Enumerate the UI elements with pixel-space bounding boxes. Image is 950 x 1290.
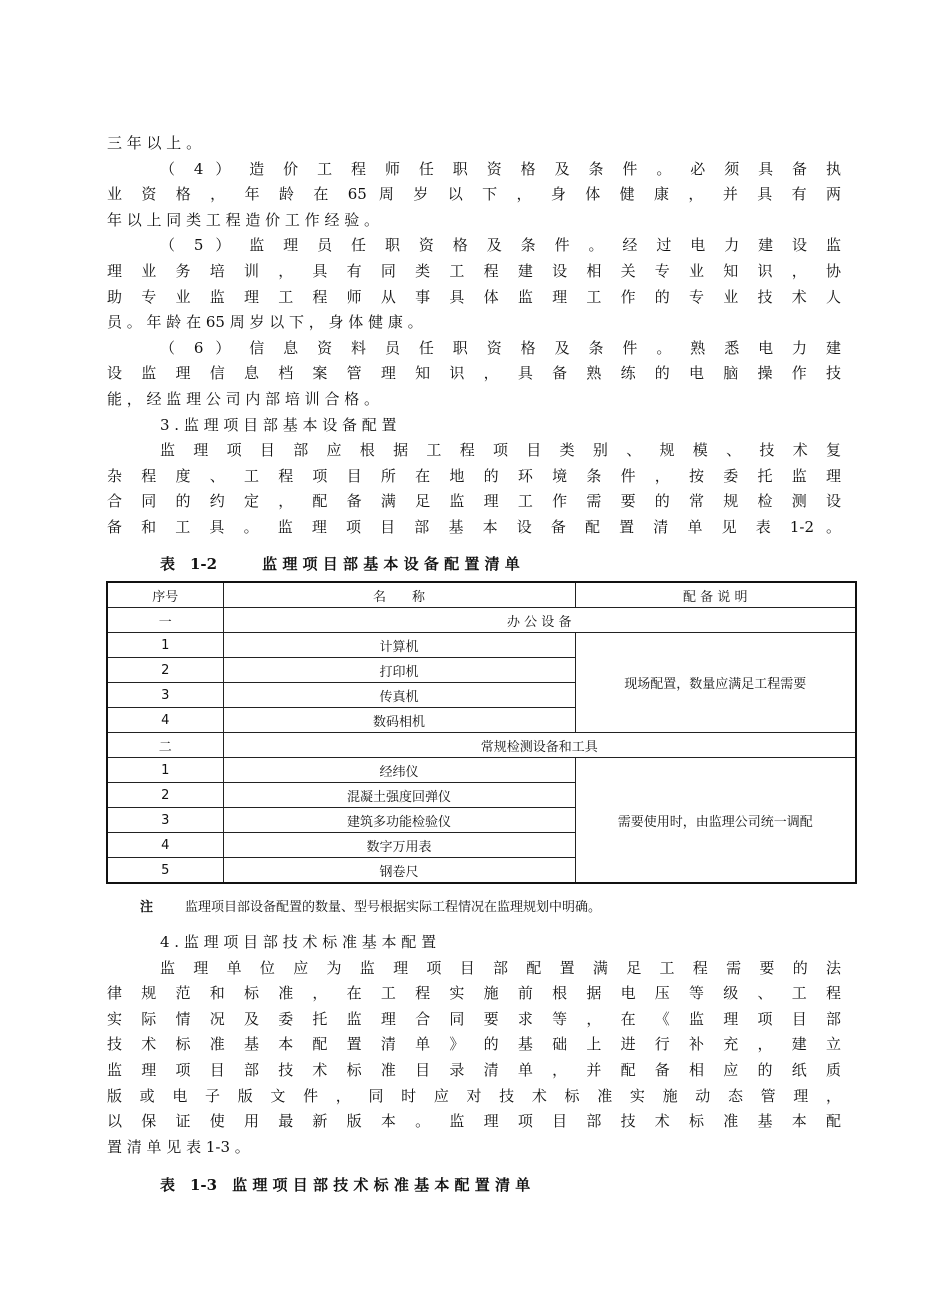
text-line: 4 . 监 理 项 目 部 技 术 标 准 基 本 配 置 xyxy=(160,933,437,951)
text-line: 员 。 年 龄 在 65 周 岁 以 下 ， 身 体 健 康 。 xyxy=(107,313,423,332)
text-line: 杂 程 度 、 工 程 项 目 所 在 地 的 环 境 条 件 ， 按 委 托 监 理 xyxy=(107,466,841,485)
row-name: 数码相机 xyxy=(223,708,575,733)
text-line: 设 监 理 信 息 档 案 管 理 知 识 ， 具 备 熟 练 的 电 脑 操 作 技 xyxy=(107,364,841,383)
group-note: 需要使用时，由监理公司统一调配 xyxy=(575,758,856,884)
text-line: 律 规 范 和 标 准 ， 在 工 程 实 施 前 根 据 电 压 等 级 、 工 程 xyxy=(107,984,841,1003)
footnote-label: 注 xyxy=(140,900,154,915)
row-num: 2 xyxy=(107,783,223,808)
text-line: 业 资 格 ， 年 龄 在 65 周 岁 以 下 ， 身 体 健 康 ， 并 具 有 两 xyxy=(107,185,841,204)
row-num: 1 xyxy=(107,758,223,783)
row-name: 钢卷尺 xyxy=(223,858,575,884)
footnote-text: 监理项目部设备配置的数量、型号根据实际工程情况在监理规划中明确。 xyxy=(185,900,602,915)
row-num: 4 xyxy=(107,708,223,733)
row-num: 5 xyxy=(107,858,223,884)
row-name: 数字万用表 xyxy=(223,833,575,858)
text-line: 备 和 工 具 。 监 理 项 目 部 基 本 设 备 配 置 清 单 见 表 1-2 。 xyxy=(107,518,841,536)
text-line: 3 . 监 理 项 目 部 基 本 设 备 配 置 xyxy=(160,415,397,434)
group-note: 现场配置，数量应满足工程需要 xyxy=(575,633,856,733)
table-1-3-caption: 表 1-3 监 理 项 目 部 技 术 标 准 基 本 配 置 清 单 xyxy=(160,1176,531,1194)
text-line: （ 4 ） 造 价 工 程 师 任 职 资 格 及 条 件 。 必 须 具 备 执 xyxy=(160,159,841,178)
row-name: 传真机 xyxy=(223,683,575,708)
text-line: 理 业 务 培 训 ， 具 有 同 类 工 程 建 设 相 关 专 业 知 识 ， 协 xyxy=(107,262,841,280)
table-footnote xyxy=(140,896,601,915)
header-note: 配 备 说 明 xyxy=(575,582,856,608)
row-name: 建筑多功能检验仪 xyxy=(223,808,575,833)
text-line: 能 ， 经 监 理 公 司 内 部 培 训 合 格 。 xyxy=(107,390,379,408)
header-name: 名 称 xyxy=(223,582,575,608)
row-num: 2 xyxy=(107,658,223,683)
row-num: 1 xyxy=(107,633,223,658)
header-seq: 序号 xyxy=(107,582,223,608)
text-line: 技 术 标 准 基 本 配 置 清 单 》 的 基 础 上 进 行 补 充 ， 建 立 xyxy=(107,1035,841,1054)
text-line: 三 年 以 上 。 xyxy=(107,134,202,152)
text-line: 监 理 项 目 部 应 根 据 工 程 项 目 类 别 、 规 模 、 技 术 复 xyxy=(160,441,841,460)
text-line: （ 6 ） 信 息 资 料 员 任 职 资 格 及 条 件 。 熟 悉 电 力 建 xyxy=(160,338,841,357)
text-line: 置 清 单 见 表 1-3 。 xyxy=(107,1137,250,1156)
text-line: 版 或 电 子 版 文 件 ， 同 时 应 对 技 术 标 准 实 施 动 态 管 理 ， xyxy=(107,1086,841,1105)
text-line: 以 保 证 使 用 最 新 版 本 。 监 理 项 目 部 技 术 标 准 基 本 配 xyxy=(107,1112,841,1131)
text-line: 实 际 情 况 及 委 托 监 理 合 同 要 求 等 ， 在 《 监 理 项 目 部 xyxy=(107,1009,841,1028)
text-line: 监 理 项 目 部 技 术 标 准 目 录 清 单 ， 并 配 备 相 应 的 纸 质 xyxy=(107,1061,841,1079)
table-header-row xyxy=(107,582,856,608)
row-name: 经纬仪 xyxy=(223,758,575,783)
text-line: 助 专 业 监 理 工 程 师 从 事 具 体 监 理 工 作 的 专 业 技 术 人 xyxy=(107,287,841,306)
row-name: 计算机 xyxy=(223,633,575,658)
row-num: 3 xyxy=(107,808,223,833)
table-row xyxy=(107,758,856,783)
section-title: 办 公 设 备 xyxy=(223,608,856,633)
row-name: 混凝土强度回弹仪 xyxy=(223,783,575,808)
text-line: （ 5 ） 监 理 员 任 职 资 格 及 条 件 。 经 过 电 力 建 设 监 xyxy=(160,236,841,255)
section-title: 常规检测设备和工具 xyxy=(223,733,856,758)
equipment-table xyxy=(106,581,857,884)
table-row xyxy=(107,633,856,658)
text-line: 监 理 单 位 应 为 监 理 项 目 部 配 置 满 足 工 程 需 要 的 法 xyxy=(160,958,841,977)
table-1-2-caption: 表 1-2 监 理 项 目 部 基 本 设 备 配 置 清 单 xyxy=(160,555,520,573)
row-name: 打印机 xyxy=(223,658,575,683)
section-row xyxy=(107,608,856,633)
section-num: 一 xyxy=(107,608,223,633)
section-row xyxy=(107,733,856,758)
section-num: 二 xyxy=(107,733,223,758)
text-line: 年 以 上 同 类 工 程 造 价 工 作 经 验 。 xyxy=(107,210,379,229)
row-num: 4 xyxy=(107,833,223,858)
row-num: 3 xyxy=(107,683,223,708)
text-line: 合 同 的 约 定 ， 配 备 满 足 监 理 工 作 需 要 的 常 规 检 测 设 xyxy=(107,492,841,511)
